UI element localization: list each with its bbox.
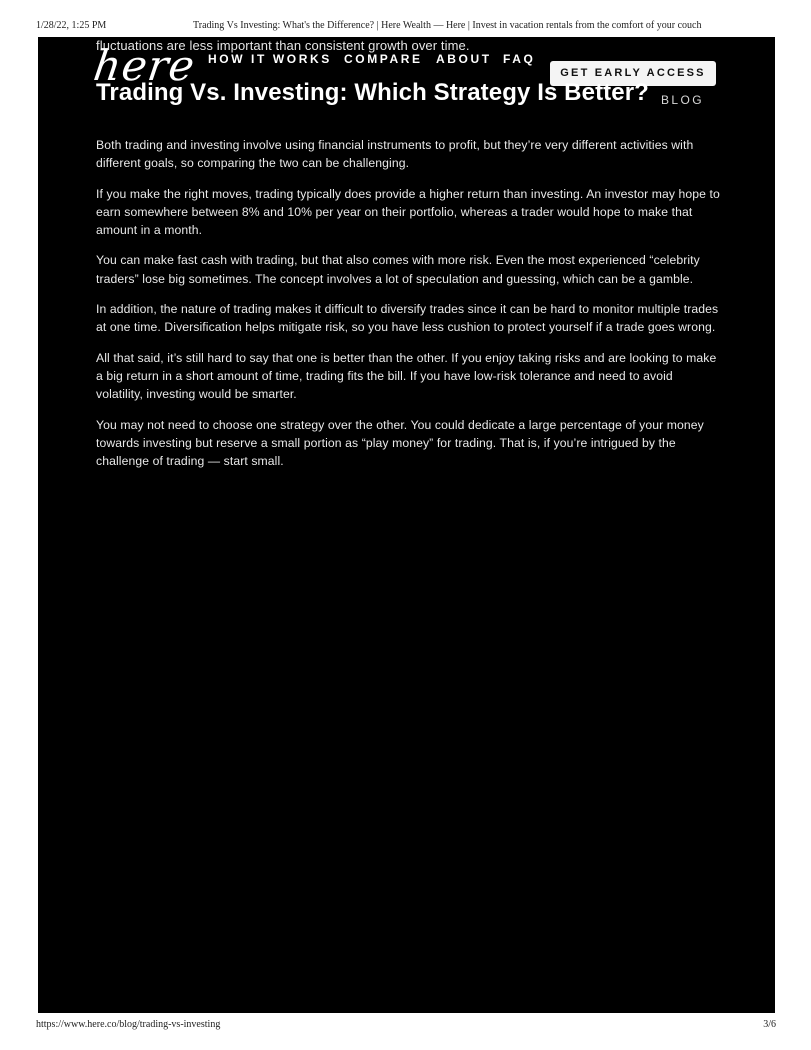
here-logo[interactable]: here [90,41,199,90]
article-paragraph: If you make the right moves, trading typically does provide a higher return than investing. An investor may hope to earn somewhere between 8% and 10% per year on their portfolio, whereas a trader would hope to make that amount in a month. [96,186,720,238]
article-paragraph: Both trading and investing involve using financial instruments to profit, but they’re very different activities with different goals, so comparing the two can be challenging. [96,138,694,171]
get-early-access-button[interactable]: GET EARLY ACCESS [550,61,716,86]
article-heading: Trading Vs. Investing: Which Strategy Is Better? [96,79,649,106]
print-datetime: 1/28/22, 1:25 PM [36,20,107,31]
nav-about[interactable]: ABOUT [436,52,492,66]
web-page [38,37,775,1013]
article-paragraph: You may not need to choose one strategy over the other. You could dedicate a large percentage of your money towards investing but reserve a small portion as “play money” for trading. That is, if you’re intrigued by the challenge of trading — start small. [96,417,704,469]
nav-compare[interactable]: COMPARE [344,52,423,66]
print-url: https://www.here.co/blog/trading-vs-investing [36,1019,221,1030]
article-paragraph: You can make fast cash with trading, but that also comes with more risk. Even the most experienced “celebrity traders” lose big sometimes. The concept involves a lot of speculation and guessing, which can be a gamble. [96,253,700,286]
nav-blog[interactable]: BLOG [661,93,704,107]
article-paragraph: All that said, it’s still hard to say that one is better than the other. If you enjoy taking risks and are looking to make a big return in a short amount of time, trading fits the bill. If you have low-risk tolerance and need to avoid volatility, investing would be smarter. [96,350,717,402]
print-document-title: Trading Vs Investing: What's the Difference? | Here Wealth — Here | Invest in vacation rentals from the comfort of your couch [193,20,702,31]
article-body [96,136,721,482]
previous-section-fragment: fluctuations are less important than consistent growth over time. [96,38,470,53]
print-page-number: 3/6 [763,1019,776,1030]
nav-faq[interactable]: FAQ [503,52,536,66]
nav-how-it-works[interactable]: HOW IT WORKS [208,52,332,66]
article-paragraph: In addition, the nature of trading makes it difficult to diversify trades since it can be hard to monitor multiple trades at one time. Diversification helps mitigate risk, so you have less cushion to protect yourself if a trade goes wrong. [96,302,719,335]
